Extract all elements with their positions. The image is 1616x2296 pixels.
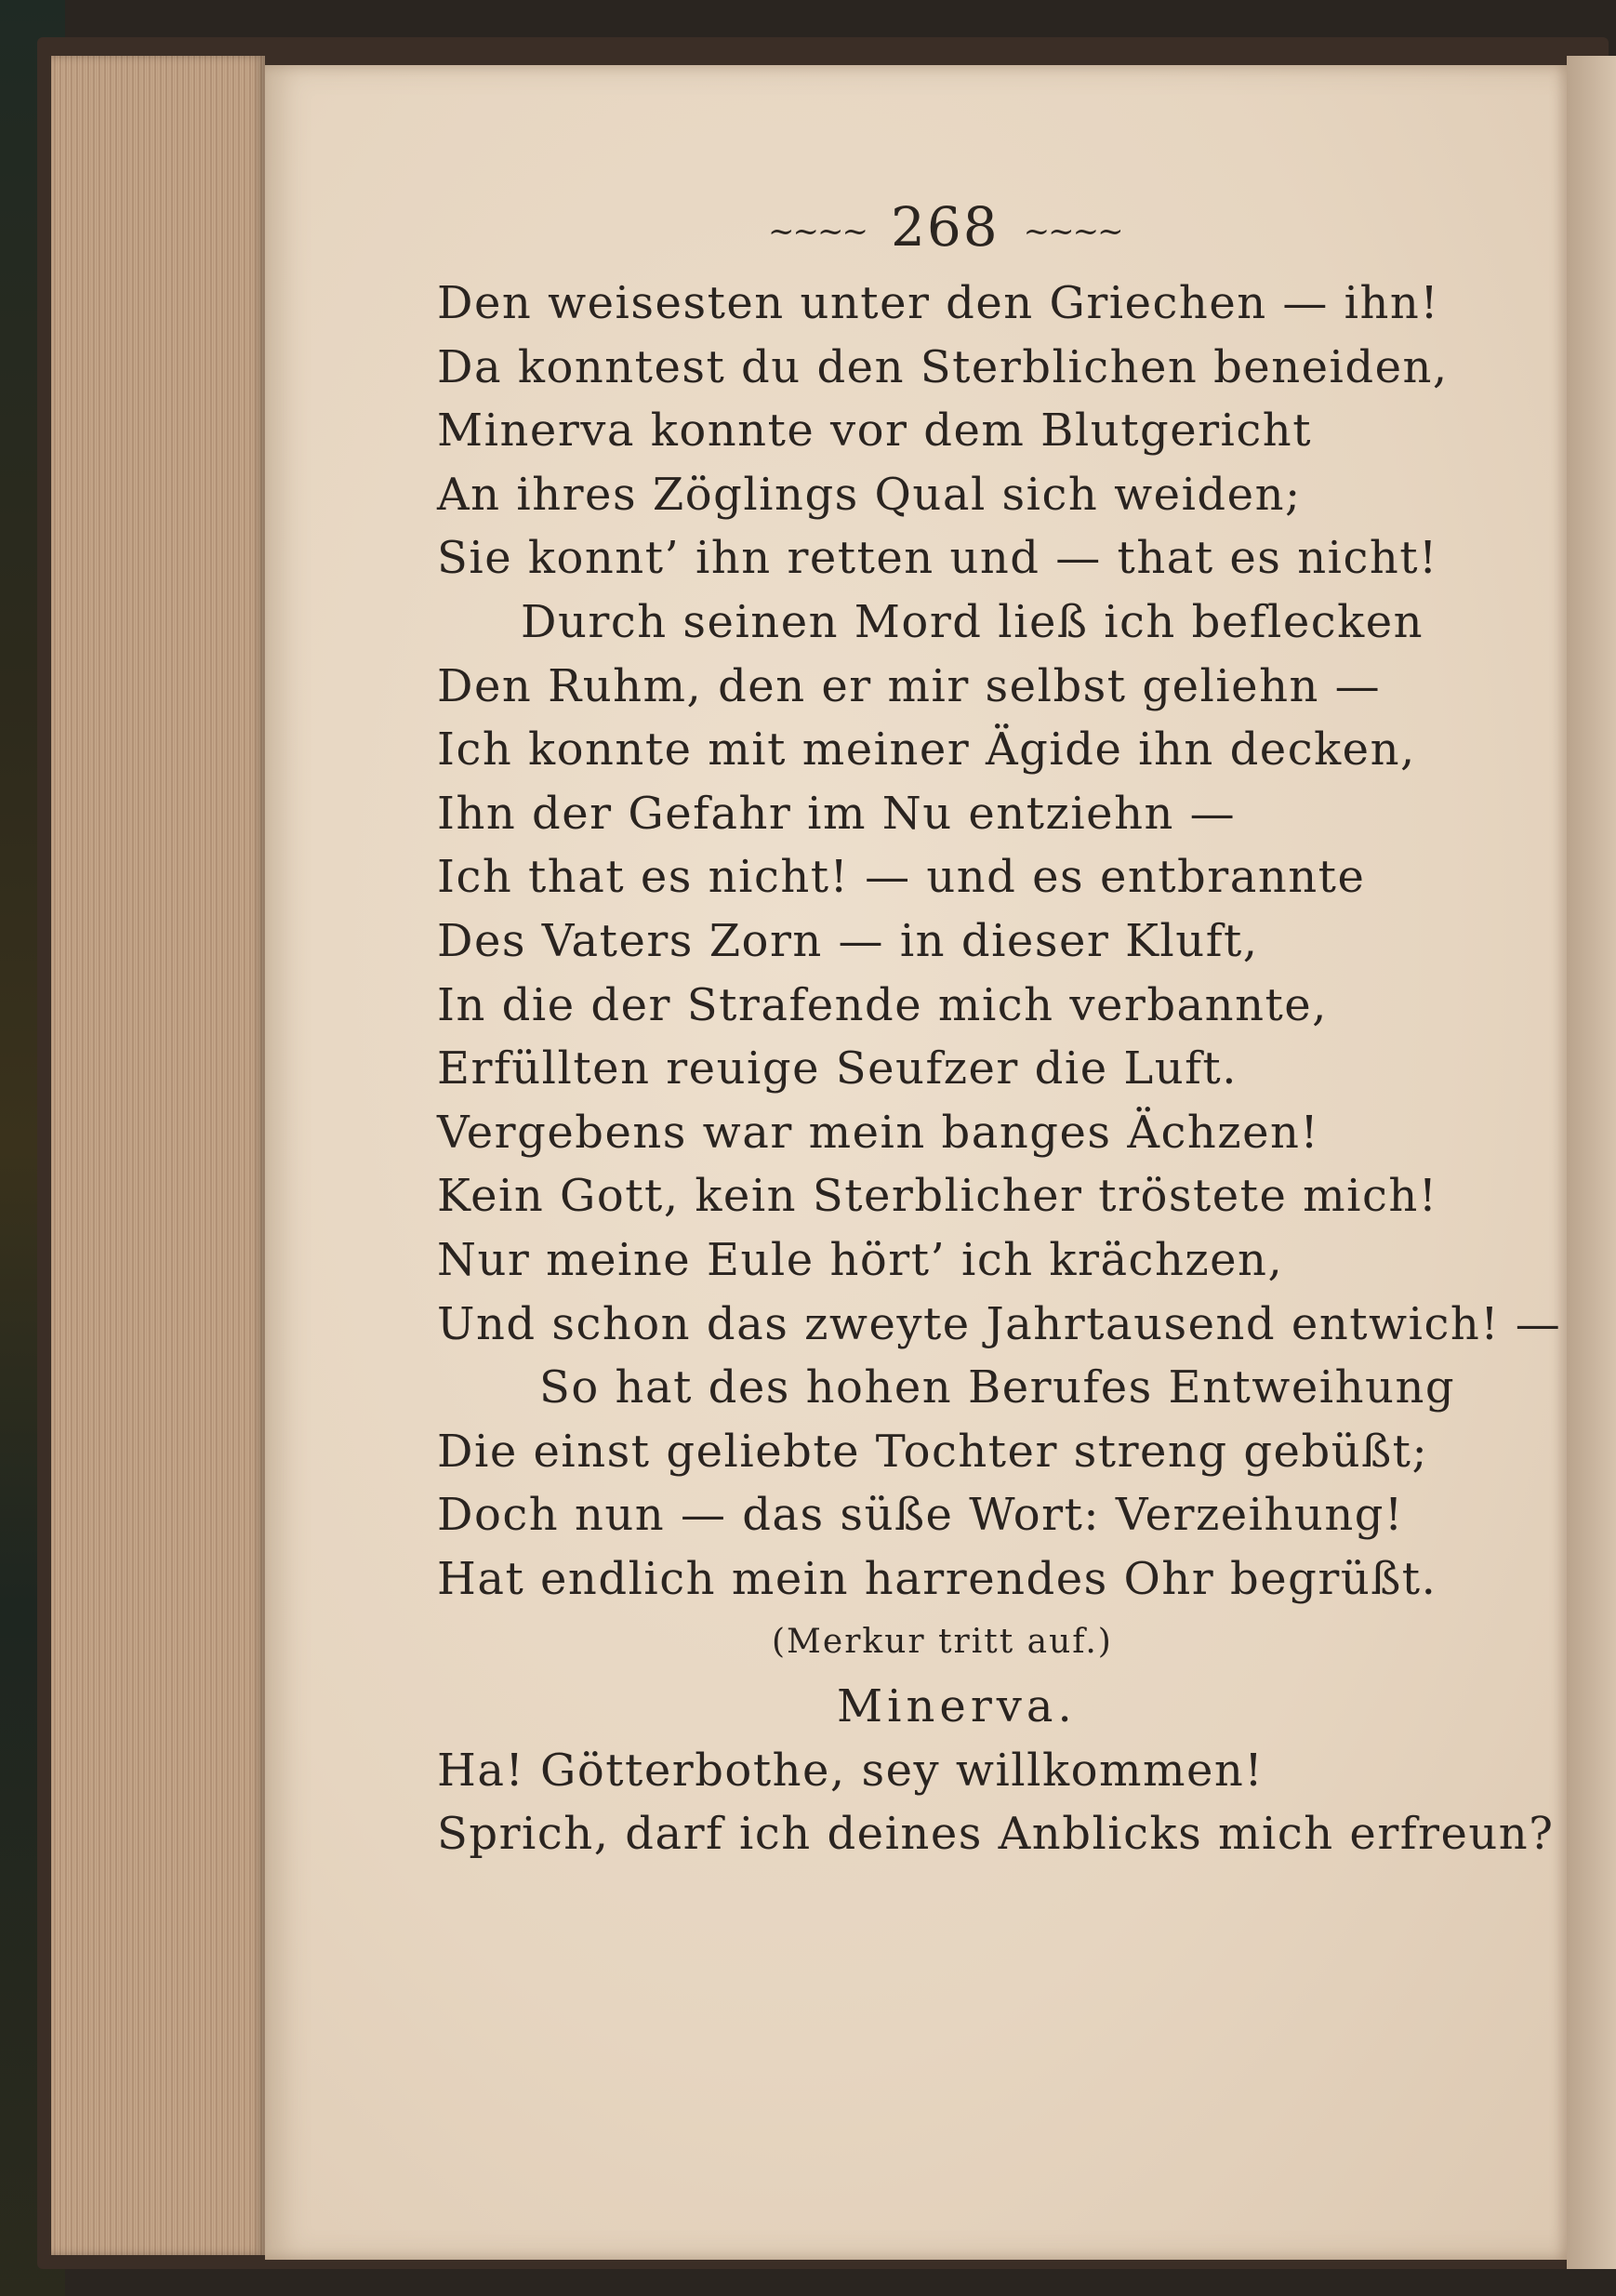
text-line: Kein Gott, kein Sterblicher tröstete mich! xyxy=(437,1170,1438,1223)
text-line: Ha! Götterbothe, sey willkommen! xyxy=(437,1744,1265,1797)
text-line: Vergebens war mein banges Ächzen! xyxy=(437,1106,1320,1159)
stage-direction: (Merkur tritt auf.) xyxy=(772,1623,1113,1662)
text-line: So hat des hohen Berufes Entweihung xyxy=(539,1361,1456,1414)
text-line: Doch nun — das süße Wort: Verzeihung! xyxy=(437,1489,1404,1542)
text-line: Durch seinen Mord ließ ich beflecken xyxy=(521,595,1424,648)
text-line: Ich konnte mit meiner Ägide ihn decken, xyxy=(437,723,1416,776)
text-line: Den weisesten unter den Griechen — ihn! xyxy=(437,277,1440,329)
text-line: Den Ruhm, den er mir selbst geliehn — xyxy=(437,659,1382,712)
text-line: An ihres Zöglings Qual sich weiden; xyxy=(437,468,1302,521)
text-line: Ihn der Gefahr im Nu entziehn — xyxy=(437,787,1237,840)
text-line: Sprich, darf ich deines Anblicks mich erfreun? xyxy=(437,1808,1555,1861)
text-line: In die der Strafende mich verbannte, xyxy=(437,978,1328,1031)
poem-text xyxy=(437,272,1562,1866)
page-number: 268 xyxy=(890,195,1000,259)
header-ornament-left: ~~~~ xyxy=(768,212,867,250)
header-ornament-right: ~~~~ xyxy=(1023,212,1122,250)
text-line: Ich that es nicht! — und es entbrannte xyxy=(437,851,1366,904)
speaker-name: Minerva. xyxy=(837,1680,1077,1733)
text-line: Sie konnt’ ihn retten und — that es nicht! xyxy=(437,532,1438,585)
text-line: Nur meine Eule hört’ ich krächzen, xyxy=(437,1233,1284,1286)
text-line: Erfüllten reuige Seufzer die Luft. xyxy=(437,1042,1238,1095)
page-header xyxy=(744,195,1146,259)
facing-page-edge xyxy=(1567,56,1616,2269)
text-line: Minerva konnte vor dem Blutgericht xyxy=(437,405,1312,458)
text-line: Und schon das zweyte Jahrtausend entwich! — xyxy=(437,1297,1562,1350)
text-line: Des Vaters Zorn — in dieser Kluft, xyxy=(437,914,1259,967)
page-edges xyxy=(51,56,265,2255)
text-line: Da konntest du den Sterblichen beneiden, xyxy=(437,340,1449,393)
text-line: Die einst geliebte Tochter streng gebüßt; xyxy=(437,1425,1429,1478)
text-line: Hat endlich mein harrendes Ohr begrüßt. xyxy=(437,1552,1437,1605)
